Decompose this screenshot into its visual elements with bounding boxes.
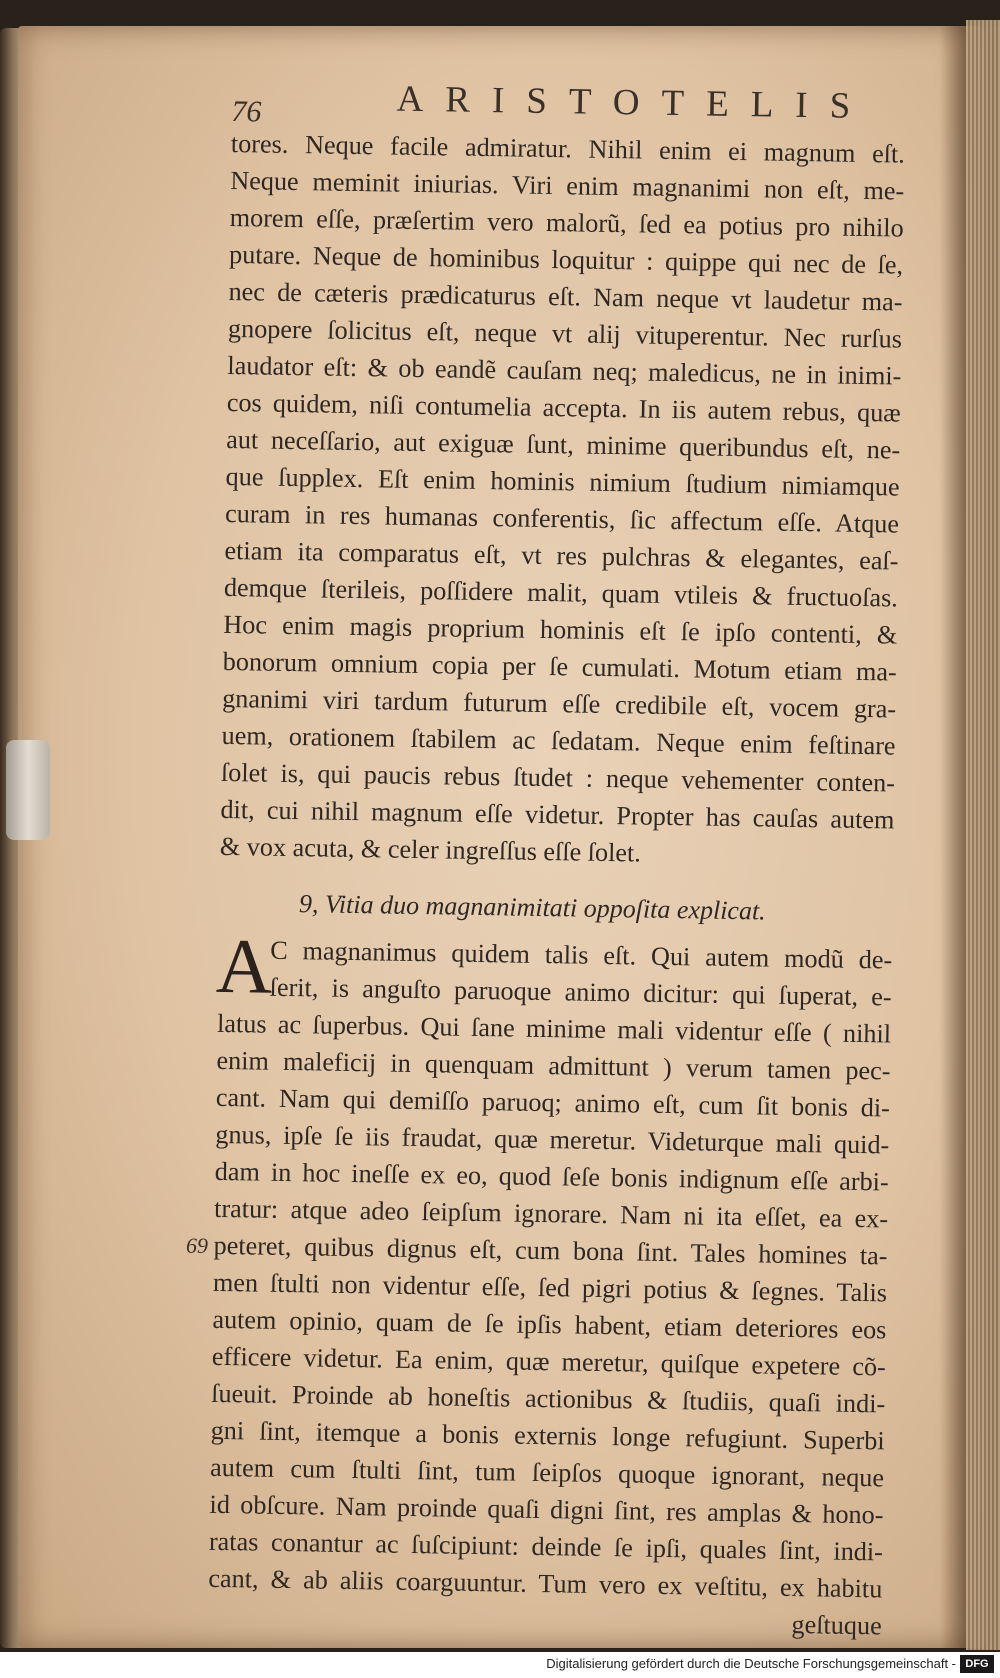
text-line: ſerit, is anguſto paruoque animo dicitur: qui ſuperat, e- [269, 972, 892, 1012]
text-line: id obſcure. Nam proinde quaſi digni ſint, res amplas & hono- [209, 1489, 884, 1530]
text-line: morem eſſe, præſertim vero malorũ, ſed ea potius pro nihilo [229, 202, 904, 243]
text-line: dam in hoc ineſſe ex eo, quod ſeſe bonis indignum eſſe arbi- [214, 1156, 889, 1197]
section-heading: 9, Vitia duo magnanimitati oppoſita explicat. [298, 889, 766, 926]
text-line: efficere videtur. Ea enim, quæ meretur, quiſque expetere cõ- [211, 1341, 887, 1382]
text-line: autem opinio, quam de ſe ipſis habent, etiam deteriores eos [212, 1304, 887, 1345]
margin-number: 69 [186, 1233, 208, 1258]
text-line: aut neceſſario, aut exiguæ ſunt, minime queribundus eſt, ne- [226, 424, 901, 465]
text-line: gnus, ipſe ſe iis fraudat, quæ meretur. Videturque mali quid- [215, 1119, 890, 1160]
drop-initial: A [215, 921, 274, 1010]
text-line: gnanimi viri tardum futurum eſſe credibile eſt, vocem gra- [221, 683, 897, 724]
text-line: Hoc enim magis proprium hominis eſt ſe ipſo contenti, & [223, 609, 898, 650]
paragraph-2-wrapper [208, 921, 940, 1608]
text-line: uem, orationem ſtabilem ac ſedatam. Neque enim feſtinare [221, 720, 896, 761]
text-line: gni ſint, itemque a bonis externis longe refugiunt. Superbi [210, 1415, 885, 1456]
paragraph-2 [208, 921, 940, 1608]
text-block [208, 75, 954, 1645]
text-line: nec de cæteris prædicaturus eſt. Nam neque vt laudetur ma- [228, 276, 903, 317]
text-line: men ſtulti non videntur eſſe, ſed pigri potius & ſegnes. Talis [212, 1267, 888, 1308]
text-line: gnopere ſolicitus eſt, neque vt alij vituperentur. Nec rurſus [227, 313, 903, 354]
text-line: laudator eſt: & ob eandẽ cauſam neq; maledicus, ne in inimi- [227, 350, 902, 391]
catchword: geſtuque [791, 1609, 882, 1641]
text-line: ſolet is, qui paucis rebus ſtudet : neque vehementer conten- [220, 757, 896, 798]
text-line: cant, & ab aliis coarguuntur. Tum vero ex veſtitu, ex habitu [208, 1563, 883, 1604]
text-line: ratas conantur ac ſuſcipiunt: deinde ſe ipſi, quales ſint, indi- [208, 1526, 884, 1567]
text-line: C magnanimus quidem talis eſt. Qui autem modũ de- [270, 935, 893, 975]
text-line: bonorum omnium copia per ſe cumulati. Motum etiam ma- [222, 646, 897, 687]
text-line: ſueuit. Proinde ab honeſtis actionibus & ſtudiis, quaſi indi- [211, 1378, 886, 1419]
folio-number: 76 [231, 94, 262, 129]
text-line: demque ſterileis, poſſidere malit, quam vtileis & fructuoſas. [223, 572, 899, 613]
paragraph-1 [220, 125, 954, 876]
text-line: & vox acuta, & celer ingreſſus eſſe ſolet. [219, 831, 642, 868]
footer-bar [0, 1652, 1000, 1678]
text-line: dit, cui nihil magnum eſſe videtur. Propter has cauſas autem [220, 794, 895, 835]
text-line: Neque meminit iniurias. Viri enim magnanimi non eſt, me- [230, 165, 905, 206]
running-title: ARISTOTELIS [396, 78, 873, 128]
text-line: etiam ita comparatus eſt, vt res pulchras & elegantes, eaſ- [224, 535, 899, 576]
text-line: peteret, quibus dignus eſt, cum bona ſint. Tales homines ta- [213, 1230, 888, 1271]
text-line: enim maleficij in quenquam admittunt ) verum tamen pec- [216, 1045, 891, 1086]
text-line: tratur: atque adeo ſeipſum ignorare. Nam ni ita eſſet, ea ex- [213, 1193, 889, 1234]
book-clasp [6, 740, 50, 840]
page-stack-edges [966, 20, 1000, 1650]
dfg-logo: DFG [960, 1655, 994, 1673]
text-line: autem cum ſtulti ſint, tum ſeipſos quoque ignorant, neque [209, 1452, 885, 1493]
text-line: cos quidem, niſi contumelia accepta. In iis autem rebus, quæ [226, 387, 902, 428]
text-line: que ſupplex. Eſt enim hominis nimium ſtudium nimiamque [225, 461, 900, 502]
text-line: latus ac ſuperbus. Qui ſane minime mali videntur eſſe ( nihil [216, 1008, 892, 1049]
text-line: putare. Neque de hominibus loquitur : quippe qui nec de ſe, [228, 239, 904, 280]
text-line: cant. Nam qui demiſſo paruoq; animo eſt, cum ſit bonis di- [215, 1082, 891, 1123]
text-line: curam in res humanas conferentis, ſic affectum eſſe. Atque [224, 498, 900, 539]
text-line: tores. Neque facile admiratur. Nihil enim ei magnum eſt. [230, 128, 906, 169]
footer-credit: Digitalisierung gefördert durch die Deutsche Forschungsgemeinschaft - [546, 1656, 956, 1671]
